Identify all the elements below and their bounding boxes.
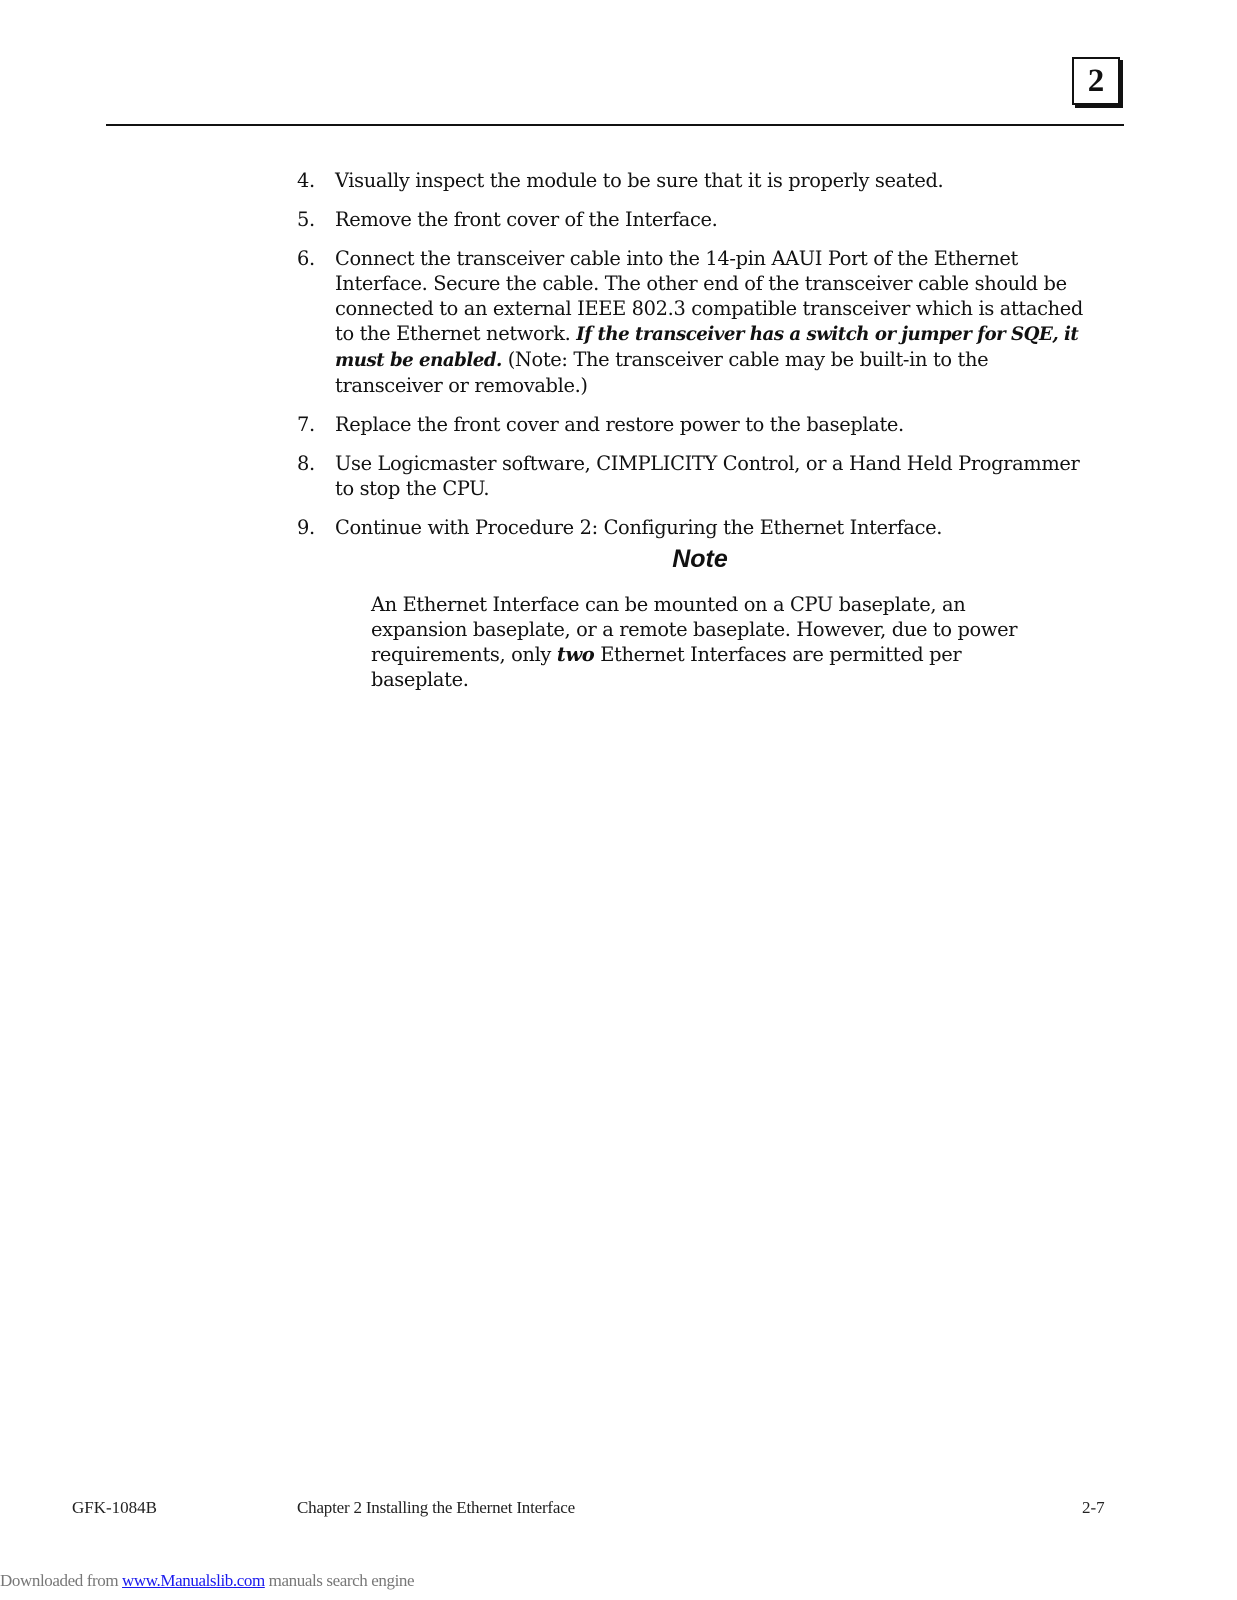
step-number: 6. bbox=[297, 247, 315, 270]
step-8 bbox=[297, 451, 1097, 501]
step-number: 8. bbox=[297, 452, 315, 475]
note-text-part: Ethernet Interfaces are permitted per baseplate. bbox=[371, 643, 962, 691]
download-suffix: manuals search engine bbox=[264, 1571, 415, 1590]
footer-page-number: 2-7 bbox=[1082, 1498, 1105, 1517]
step-text-part: (Note: The transceiver cable may be built-in to the transceiver or removable.) bbox=[335, 348, 989, 397]
procedure-steps bbox=[297, 168, 1097, 554]
step-number: 9. bbox=[297, 516, 315, 539]
step-number: 4. bbox=[297, 169, 315, 192]
sqe-warning: If the transceiver has a switch or jumper for SQE, it must be enabled. bbox=[335, 324, 1079, 371]
step-6 bbox=[297, 246, 1097, 398]
step-text-part: Connect the transceiver cable into the 14-pin AAUI Port of the Ethernet Interface. Secure the cable. The other end of the transceiver cable should be connected to an external IEEE 802.3 compatible transceiver which is attached to the Ethernet network. bbox=[335, 247, 1083, 345]
manualslib-link[interactable]: www.Manualslib.com bbox=[122, 1571, 265, 1590]
step-text bbox=[335, 246, 1097, 398]
chapter-number: 2 bbox=[1087, 62, 1105, 99]
header-rule bbox=[106, 124, 1124, 126]
step-text: Visually inspect the module to be sure that it is properly seated. bbox=[335, 169, 944, 192]
note-heading: Note bbox=[672, 545, 728, 573]
note-body bbox=[371, 592, 1031, 692]
step-9 bbox=[297, 515, 1097, 540]
download-attribution bbox=[0, 1570, 414, 1592]
step-5 bbox=[297, 207, 1097, 232]
download-prefix: Downloaded from bbox=[0, 1571, 123, 1590]
footer-chapter-title: Chapter 2 Installing the Ethernet Interface bbox=[297, 1498, 575, 1517]
step-number: 7. bbox=[297, 413, 315, 436]
step-text: Continue with Procedure 2: Configuring the Ethernet Interface. bbox=[335, 516, 943, 539]
note-emphasis: two bbox=[556, 643, 595, 666]
step-text: Remove the front cover of the Interface. bbox=[335, 208, 718, 231]
note-text-part: An Ethernet Interface can be mounted on a CPU baseplate, an expansion baseplate, or a remote baseplate. However, due to power requirements, only bbox=[371, 593, 1018, 666]
step-number: 5. bbox=[297, 208, 315, 231]
step-text: Replace the front cover and restore power to the baseplate. bbox=[335, 413, 904, 436]
step-text: Use Logicmaster software, CIMPLICITY Control, or a Hand Held Programmer to stop the CPU. bbox=[335, 452, 1080, 500]
step-7 bbox=[297, 412, 1097, 437]
step-4 bbox=[297, 168, 1097, 193]
footer-doc-number: GFK-1084B bbox=[72, 1498, 158, 1517]
chapter-number-box bbox=[1072, 57, 1120, 105]
